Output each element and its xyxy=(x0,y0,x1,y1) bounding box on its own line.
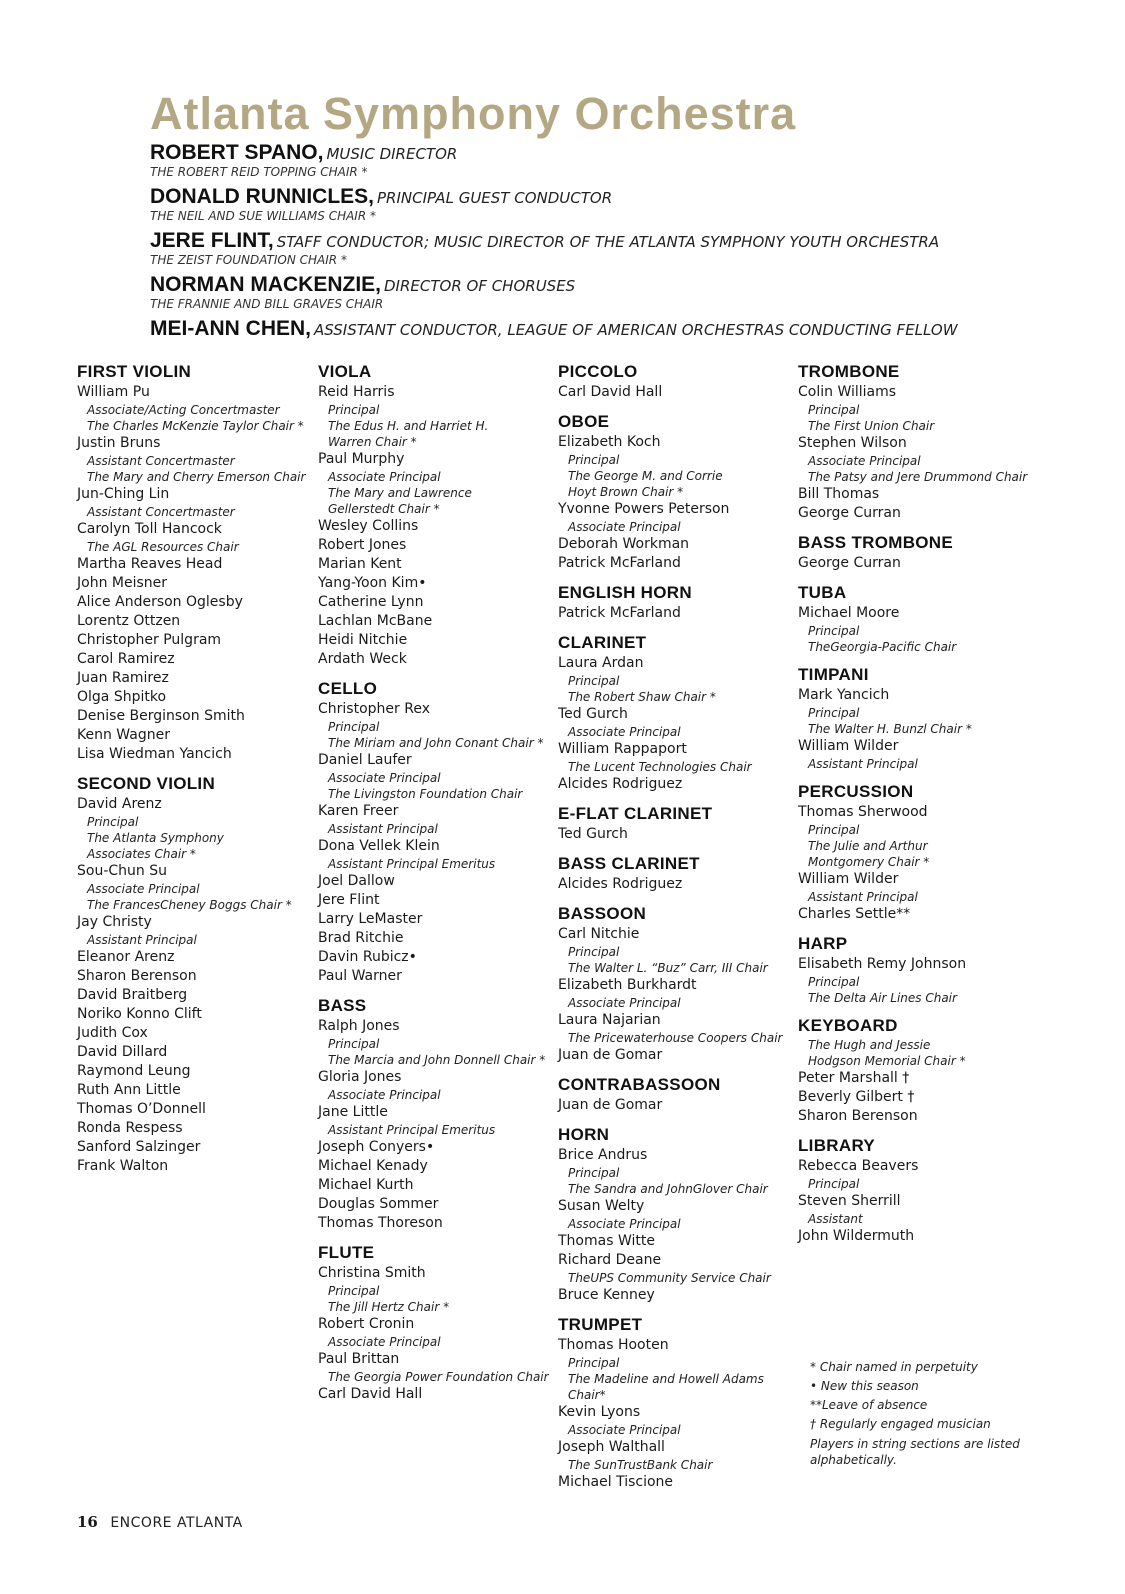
member-note: The Sandra and JohnGlover Chair xyxy=(568,1182,768,1196)
member-name: Laura Najarian xyxy=(558,1012,661,1028)
member-name: Larry LeMaster xyxy=(318,911,423,927)
roster-column-2 xyxy=(318,362,556,1414)
footnote: * Chair named in perpetuity xyxy=(810,1360,978,1374)
member-name: Robert Cronin xyxy=(318,1316,415,1332)
member-name: Michael Moore xyxy=(798,605,900,621)
member-name: Jun-Ching Lin xyxy=(77,486,170,502)
member-note: Principal xyxy=(328,1037,380,1051)
member-note: The Mary and Lawrence xyxy=(328,486,472,500)
member-name: Judith Cox xyxy=(77,1025,148,1041)
conductor-name: JERE FLINT, xyxy=(150,229,274,252)
member-name: Bill Thomas xyxy=(798,486,880,502)
member-name: Brice Andrus xyxy=(558,1147,648,1163)
member-name: Denise Berginson Smith xyxy=(77,708,245,724)
member-name: Lorentz Ottzen xyxy=(77,613,181,629)
member-name: Ralph Jones xyxy=(318,1018,400,1034)
footnote: • New this season xyxy=(810,1379,919,1393)
member-name: Reid Harris xyxy=(318,384,395,400)
member-note: The Hugh and Jessie xyxy=(808,1038,931,1052)
member-note: Assistant Principal xyxy=(328,822,438,836)
section-title: VIOLA xyxy=(318,362,372,381)
member-note: The Walter L. “Buz” Carr, III Chair xyxy=(568,961,768,975)
member-name: Thomas Hooten xyxy=(558,1337,669,1353)
member-name: Colin Williams xyxy=(798,384,897,400)
member-note: Associate Principal xyxy=(328,470,441,484)
roster-column-1 xyxy=(77,362,315,1186)
section-title: ENGLISH HORN xyxy=(558,583,692,602)
member-name: Thomas Sherwood xyxy=(798,804,928,820)
member-note: The Madeline and Howell Adams Chair* xyxy=(568,1372,764,1402)
member-note: The Walter H. Bunzl Chair * xyxy=(808,722,972,736)
member-name: Joel Dallow xyxy=(318,873,395,889)
member-name: Elizabeth Burkhardt xyxy=(558,977,697,993)
member-name: Carl David Hall xyxy=(318,1386,423,1402)
conductor-line xyxy=(150,142,1110,165)
section-title: LIBRARY xyxy=(798,1136,876,1155)
member-note: The Charles McKenzie Taylor Chair * xyxy=(87,419,304,433)
member-note: TheUPS Community Service Chair xyxy=(568,1271,771,1285)
section-title: PERCUSSION xyxy=(798,782,914,801)
member-name: Alcides Rodriguez xyxy=(558,876,683,892)
member-name: Deborah Workman xyxy=(558,536,690,552)
member-note: Associate/Acting Concertmaster xyxy=(87,403,280,417)
member-note: Principal xyxy=(568,674,620,688)
conductor-name: NORMAN MACKENZIE, xyxy=(150,273,381,296)
section-title: TROMBONE xyxy=(798,362,900,381)
member-name: Paul Murphy xyxy=(318,451,405,467)
member-note: Associate Principal xyxy=(328,1088,441,1102)
member-note: Principal xyxy=(568,453,620,467)
member-name: William Wilder xyxy=(798,871,899,887)
member-note: The Robert Shaw Chair * xyxy=(568,690,716,704)
member-note: Assistant Principal Emeritus xyxy=(328,1123,496,1137)
member-name: Thomas Thoreson xyxy=(318,1215,443,1231)
conductor-role: PRINCIPAL GUEST CONDUCTOR xyxy=(377,189,613,207)
conductor-name: ROBERT SPANO, xyxy=(150,141,324,164)
section-first-violin xyxy=(77,362,315,764)
member-name: Frank Walton xyxy=(77,1158,169,1174)
member-name: Patrick McFarland xyxy=(558,555,681,571)
member-name: Mark Yancich xyxy=(798,687,890,703)
member-name: Alice Anderson Oglesby xyxy=(77,594,243,610)
member-name: John Wildermuth xyxy=(798,1228,915,1244)
member-name: Christina Smith xyxy=(318,1265,426,1281)
member-name: Jay Christy xyxy=(77,914,152,930)
conductor-chair: THE ZEIST FOUNDATION CHAIR * xyxy=(150,253,347,267)
section-bass-trombone xyxy=(798,533,1036,573)
member-name: Elizabeth Koch xyxy=(558,434,661,450)
section-trumpet xyxy=(558,1315,796,1492)
section-title: BASS TROMBONE xyxy=(798,533,954,552)
member-note: The Jill Hertz Chair * xyxy=(328,1300,450,1314)
member-note: Assistant xyxy=(808,1212,863,1226)
member-name: Juan de Gomar xyxy=(558,1047,663,1063)
member-name: Juan Ramirez xyxy=(77,670,169,686)
member-name: John Meisner xyxy=(77,575,168,591)
member-name: Wesley Collins xyxy=(318,518,419,534)
section-oboe xyxy=(558,412,796,573)
section-title: FIRST VIOLIN xyxy=(77,362,192,381)
member-note: Assistant Concertmaster xyxy=(87,505,235,519)
section-title: HORN xyxy=(558,1125,610,1144)
member-note: Associate Principal xyxy=(87,882,200,896)
section-title: CLARINET xyxy=(558,633,647,652)
member-note: Associate Principal xyxy=(328,771,441,785)
member-note: Principal xyxy=(568,1166,620,1180)
section-title: OBOE xyxy=(558,412,610,431)
member-note: Principal xyxy=(328,1284,380,1298)
member-name: Christopher Rex xyxy=(318,701,430,717)
member-name: Steven Sherrill xyxy=(798,1193,901,1209)
member-note: Assistant Principal xyxy=(808,890,918,904)
conductor-entry xyxy=(150,142,1110,180)
section-tuba xyxy=(798,583,1036,655)
section-title: TRUMPET xyxy=(558,1315,643,1334)
member-note: The Livingston Foundation Chair xyxy=(328,787,523,801)
member-name: Paul Brittan xyxy=(318,1351,400,1367)
section-clarinet xyxy=(558,633,796,794)
member-name: Peter Marshall † xyxy=(798,1070,910,1086)
member-name: Marian Kent xyxy=(318,556,402,572)
member-note: Principal xyxy=(808,403,860,417)
member-name: George Curran xyxy=(798,505,901,521)
member-name: Jane Little xyxy=(318,1104,388,1120)
section-keyboard xyxy=(798,1016,1036,1126)
member-note: Principal xyxy=(808,975,860,989)
member-note: Principal xyxy=(568,945,620,959)
section-title: E-FLAT CLARINET xyxy=(558,804,713,823)
member-name: Kevin Lyons xyxy=(558,1404,641,1420)
member-note: Principal xyxy=(808,706,860,720)
member-name: Robert Jones xyxy=(318,537,407,553)
member-note: Associates Chair * xyxy=(87,847,196,861)
member-name: Charles Settle** xyxy=(798,906,911,922)
member-note: Associate Principal xyxy=(568,996,681,1010)
member-note: Assistant Principal xyxy=(87,933,197,947)
conductor-name: MEI-ANN CHEN, xyxy=(150,317,311,340)
conductor-entry xyxy=(150,274,1110,312)
footnote: **Leave of absence xyxy=(810,1398,928,1412)
member-name: Michael Tiscione xyxy=(558,1474,674,1490)
section-title: CONTRABASSOON xyxy=(558,1075,721,1094)
section-title: PICCOLO xyxy=(558,362,638,381)
member-name: Susan Welty xyxy=(558,1198,645,1214)
member-note: The George M. and Corrie xyxy=(568,469,723,483)
member-name: Stephen Wilson xyxy=(798,435,907,451)
member-name: Ted Gurch xyxy=(558,826,628,842)
section-title: SECOND VIOLIN xyxy=(77,774,216,793)
member-name: Joseph Walthall xyxy=(558,1439,665,1455)
member-name: Jere Flint xyxy=(318,892,380,908)
member-note: The First Union Chair xyxy=(808,419,935,433)
roster-column-3 xyxy=(558,362,796,1502)
member-name: Daniel Laufer xyxy=(318,752,412,768)
member-name: Ronda Respess xyxy=(77,1120,183,1136)
section-e-flat-clarinet xyxy=(558,804,796,844)
member-name: Lachlan McBane xyxy=(318,613,433,629)
member-name: Sharon Berenson xyxy=(798,1108,918,1124)
member-note: Principal xyxy=(328,720,380,734)
section-horn xyxy=(558,1125,796,1305)
section-title: BASS CLARINET xyxy=(558,854,700,873)
section-harp xyxy=(798,934,1036,1006)
conductor-entry xyxy=(150,318,1110,341)
member-note: The AGL Resources Chair xyxy=(87,540,239,554)
member-note: Associate Principal xyxy=(568,1423,681,1437)
section-flute xyxy=(318,1243,556,1404)
member-note: Hoyt Brown Chair * xyxy=(568,485,684,499)
member-note: Associate Principal xyxy=(568,1217,681,1231)
section-timpani xyxy=(798,665,1036,772)
member-name: Douglas Sommer xyxy=(318,1196,439,1212)
member-name: George Curran xyxy=(798,555,901,571)
member-name: Laura Ardan xyxy=(558,655,644,671)
member-name: Rebecca Beavers xyxy=(798,1158,919,1174)
member-name: William Rappaport xyxy=(558,741,687,757)
conductors-list xyxy=(150,142,1110,341)
member-name: Noriko Konno Clift xyxy=(77,1006,202,1022)
member-name: David Dillard xyxy=(77,1044,168,1060)
member-name: Carl Nitchie xyxy=(558,926,640,942)
member-note: Principal xyxy=(808,823,860,837)
member-name: Joseph Conyers• xyxy=(318,1139,435,1155)
conductor-chair: THE FRANNIE AND BILL GRAVES CHAIR xyxy=(150,297,384,311)
member-note: The Julie and Arthur xyxy=(808,839,928,853)
member-name: Sharon Berenson xyxy=(77,968,197,984)
member-name: Bruce Kenney xyxy=(558,1287,655,1303)
section-title: HARP xyxy=(798,934,848,953)
member-note: The Lucent Technologies Chair xyxy=(568,760,752,774)
member-name: Dona Vellek Klein xyxy=(318,838,440,854)
section-cello xyxy=(318,679,556,986)
section-bassoon xyxy=(558,904,796,1065)
footnotes xyxy=(810,1358,1040,1468)
member-note: Associate Principal xyxy=(568,725,681,739)
member-name: David Arenz xyxy=(77,796,162,812)
member-note: The Atlanta Symphony xyxy=(87,831,224,845)
member-name: Juan de Gomar xyxy=(558,1097,663,1113)
conductor-line xyxy=(150,318,1110,341)
member-note: The Edus H. and Harriet H. xyxy=(328,419,489,433)
member-name: Alcides Rodriguez xyxy=(558,776,683,792)
conductor-entry xyxy=(150,230,1110,268)
section-title: FLUTE xyxy=(318,1243,375,1262)
member-name: Beverly Gilbert † xyxy=(798,1089,915,1105)
member-note: The Marcia and John Donnell Chair * xyxy=(328,1053,546,1067)
member-name: Carl David Hall xyxy=(558,384,663,400)
member-name: Elisabeth Remy Johnson xyxy=(798,956,967,972)
member-name: Justin Bruns xyxy=(77,435,161,451)
member-name: Ted Gurch xyxy=(558,706,628,722)
section-bass-clarinet xyxy=(558,854,796,894)
footnote: † Regularly engaged musician xyxy=(810,1417,991,1431)
member-note: Associate Principal xyxy=(568,520,681,534)
conductor-line xyxy=(150,274,1110,297)
member-note: Associate Principal xyxy=(328,1335,441,1349)
member-name: Martha Reaves Head xyxy=(77,556,223,572)
member-note: The SunTrustBank Chair xyxy=(568,1458,713,1472)
page-number: 16 xyxy=(77,1513,98,1531)
section-percussion xyxy=(798,782,1036,924)
member-note: Warren Chair * xyxy=(328,435,417,449)
member-note: Associate Principal xyxy=(808,454,921,468)
member-note: Assistant Concertmaster xyxy=(87,454,235,468)
member-note: Assistant Principal Emeritus xyxy=(328,857,496,871)
member-note: The Mary and Cherry Emerson Chair xyxy=(87,470,306,484)
member-note: Hodgson Memorial Chair * xyxy=(808,1054,966,1068)
member-name: Christopher Pulgram xyxy=(77,632,222,648)
member-name: Sou-Chun Su xyxy=(77,863,167,879)
member-note: The Georgia Power Foundation Chair xyxy=(328,1370,549,1384)
section-contrabassoon xyxy=(558,1075,796,1115)
conductor-chair: THE ROBERT REID TOPPING CHAIR * xyxy=(150,165,368,179)
member-name: Eleanor Arenz xyxy=(77,949,175,965)
member-note: Montgomery Chair * xyxy=(808,855,930,869)
member-note: Principal xyxy=(568,1356,620,1370)
section-second-violin xyxy=(77,774,315,1176)
member-name: Heidi Nitchie xyxy=(318,632,408,648)
member-name: Sanford Salzinger xyxy=(77,1139,201,1155)
member-name: Thomas Witte xyxy=(558,1233,655,1249)
member-note: The Miriam and John Conant Chair * xyxy=(328,736,544,750)
member-name: William Pu xyxy=(77,384,150,400)
member-name: Yang-Yoon Kim• xyxy=(318,575,427,591)
section-title: KEYBOARD xyxy=(798,1016,898,1035)
conductor-line xyxy=(150,186,1110,209)
member-note: The Patsy and Jere Drummond Chair xyxy=(808,470,1028,484)
member-name: Richard Deane xyxy=(558,1252,662,1268)
member-name: Yvonne Powers Peterson xyxy=(558,501,730,517)
member-note: The FrancesCheney Boggs Chair * xyxy=(87,898,292,912)
conductor-line xyxy=(150,230,1110,253)
section-piccolo xyxy=(558,362,796,402)
conductor-entry xyxy=(150,186,1110,224)
section-english-horn xyxy=(558,583,796,623)
member-name: Raymond Leung xyxy=(77,1063,191,1079)
member-name: Thomas O’Donnell xyxy=(77,1101,206,1117)
member-note: Principal xyxy=(808,1177,860,1191)
member-name: Ardath Weck xyxy=(318,651,407,667)
member-name: Carolyn Toll Hancock xyxy=(77,521,222,537)
conductor-role: MUSIC DIRECTOR xyxy=(326,145,458,163)
member-name: Michael Kurth xyxy=(318,1177,414,1193)
footnote: Players in string sections are listed alphabetically. xyxy=(810,1437,1020,1467)
member-note: Gellerstedt Chair * xyxy=(328,502,440,516)
member-name: Paul Warner xyxy=(318,968,402,984)
member-note: Principal xyxy=(87,815,139,829)
section-title: BASS xyxy=(318,996,367,1015)
member-name: David Braitberg xyxy=(77,987,188,1003)
member-note: Assistant Principal xyxy=(808,757,918,771)
section-title: TIMPANI xyxy=(798,665,869,684)
member-name: William Wilder xyxy=(798,738,899,754)
conductor-chair: THE NEIL AND SUE WILLIAMS CHAIR * xyxy=(150,209,376,223)
member-name: Kenn Wagner xyxy=(77,727,170,743)
member-name: Patrick McFarland xyxy=(558,605,681,621)
member-note: TheGeorgia-Pacific Chair xyxy=(808,640,957,654)
conductor-name: DONALD RUNNICLES, xyxy=(150,185,374,208)
member-name: Karen Freer xyxy=(318,803,399,819)
page-footer xyxy=(77,1513,243,1531)
section-title: CELLO xyxy=(318,679,378,698)
member-note: Principal xyxy=(328,403,380,417)
member-name: Carol Ramirez xyxy=(77,651,175,667)
section-bass xyxy=(318,996,556,1233)
roster-column-4 xyxy=(798,362,1036,1256)
member-name: Gloria Jones xyxy=(318,1069,402,1085)
member-note: Principal xyxy=(808,624,860,638)
section-title: BASSOON xyxy=(558,904,647,923)
conductor-role: DIRECTOR OF CHORUSES xyxy=(384,277,576,295)
section-viola xyxy=(318,362,556,669)
member-note: The Delta Air Lines Chair xyxy=(808,991,957,1005)
publication-name: ENCORE ATLANTA xyxy=(110,1515,243,1531)
member-name: Lisa Wiedman Yancich xyxy=(77,746,232,762)
member-note: The Pricewaterhouse Coopers Chair xyxy=(568,1031,783,1045)
member-name: Brad Ritchie xyxy=(318,930,404,946)
section-trombone xyxy=(798,362,1036,523)
member-name: Michael Kenady xyxy=(318,1158,428,1174)
member-name: Ruth Ann Little xyxy=(77,1082,181,1098)
member-name: Olga Shpitko xyxy=(77,689,167,705)
page-title: Atlanta Symphony Orchestra xyxy=(150,88,797,139)
section-title: TUBA xyxy=(798,583,847,602)
section-library xyxy=(798,1136,1036,1246)
member-name: Davin Rubicz• xyxy=(318,949,417,965)
conductor-role: ASSISTANT CONDUCTOR, LEAGUE OF AMERICAN ORCHESTRAS CONDUCTING FELLOW xyxy=(314,321,958,339)
member-name: Catherine Lynn xyxy=(318,594,424,610)
conductor-role: STAFF CONDUCTOR; MUSIC DIRECTOR OF THE ATLANTA SYMPHONY YOUTH ORCHESTRA xyxy=(276,233,940,251)
